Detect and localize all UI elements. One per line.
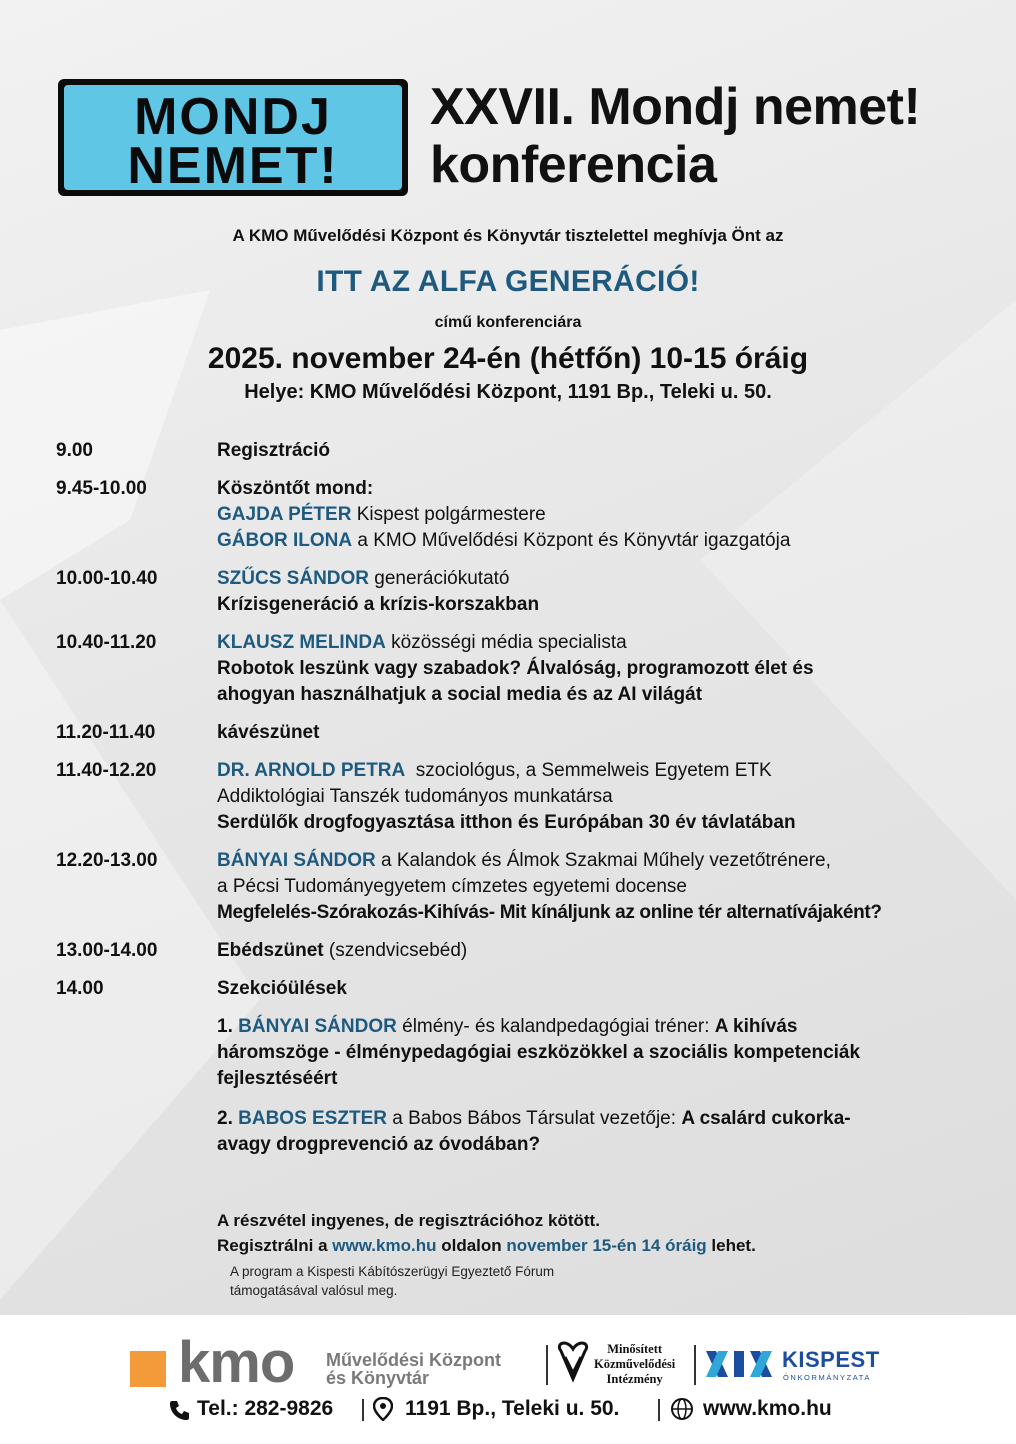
section-item: [56, 1106, 976, 1158]
agenda-row: [56, 438, 976, 464]
registration-deadline: november 15-én 14 óráig: [506, 1236, 707, 1255]
speaker-name: BÁNYAI SÁNDOR: [238, 1016, 397, 1037]
website-link[interactable]: www.kmo.hu: [703, 1397, 832, 1420]
agenda-row: [56, 566, 976, 618]
agenda-row: [56, 848, 976, 926]
speaker-role: szociológus, a Semmelweis Egyetem ETK: [405, 760, 772, 781]
agenda: [56, 438, 976, 1172]
phone-number[interactable]: Tel.: 282-9826: [197, 1397, 334, 1420]
speaker-role: a KMO Művelődési Központ és Könyvtár igazgatója: [352, 530, 791, 551]
agenda-time: 9.45-10.00: [56, 478, 147, 499]
divider: [658, 1399, 660, 1421]
minos-line2: Közművelődési: [594, 1357, 676, 1371]
kmo-sub2: és Könyvtár: [326, 1368, 430, 1388]
agenda-row: [56, 720, 976, 746]
note-line1: A részvétel ingyenes, de regisztrációhoz kötött.: [217, 1211, 600, 1230]
minos-line1: Minősített: [607, 1342, 663, 1356]
agenda-item: Szekcióülések: [217, 978, 347, 999]
note-text: lehet.: [706, 1236, 756, 1255]
section-title: fejlesztéséért: [217, 1068, 338, 1089]
divider: [362, 1399, 364, 1421]
speaker-role: Addiktológiai Tanszék tudományos munkatársa: [217, 786, 613, 807]
speaker-name: GÁBOR ILONA: [217, 530, 353, 551]
speaker-name: BABOS ESZTER: [238, 1108, 387, 1129]
note-text: Regisztrálni a: [217, 1236, 333, 1255]
page-title: [430, 78, 920, 194]
divider: [546, 1345, 548, 1385]
agenda-time: 11.20-11.40: [56, 722, 156, 743]
xix-district-logo-icon: [706, 1349, 778, 1379]
conference-name: ITT AZ ALFA GENERÁCIÓ!: [316, 265, 700, 298]
speaker-name: BÁNYAI SÁNDOR: [217, 850, 376, 871]
speaker-role: generációkutató: [369, 568, 510, 589]
agenda-row: [56, 476, 976, 554]
agenda-item: kávészünet: [217, 722, 320, 743]
agenda-row: [56, 630, 976, 708]
footer: [0, 1315, 1016, 1444]
kmo-sub1: Művelődési Központ: [326, 1350, 501, 1370]
logo-line2: NEMET!: [127, 137, 339, 195]
agenda-time: 9.00: [56, 440, 93, 461]
agenda-time: 10.00-10.40: [56, 568, 158, 589]
section-title: háromszöge - élménypedagógiai eszközökkel a szociális kompetenciák: [217, 1042, 861, 1063]
agenda-time: 13.00-14.00: [56, 940, 158, 961]
title-line2: konferencia: [430, 136, 717, 194]
globe-icon: [670, 1397, 694, 1421]
lunch-label: Ebédszünet: [217, 940, 324, 961]
agenda-row: [56, 938, 976, 964]
agenda-time: 12.20-13.00: [56, 850, 158, 871]
section-title: avagy drogprevenció az óvodában?: [217, 1134, 541, 1155]
talk-topic: Krízisgeneráció a krízis-korszakban: [217, 594, 540, 615]
speaker-role: Kispest polgármestere: [351, 504, 546, 525]
speaker-role: élmény- és kalandpedagógiai tréner:: [396, 1016, 715, 1037]
agenda-time: 14.00: [56, 978, 104, 999]
minos-line3: Intézmény: [606, 1372, 663, 1386]
speaker-name: SZŰCS SÁNDOR: [217, 568, 370, 589]
section-title: A csalárd cukorka-: [681, 1108, 851, 1129]
certified-institution: [594, 1342, 675, 1387]
event-date: 2025. november 24-én (hétfőn) 10-15 óráig: [207, 342, 809, 375]
speaker-role: közösségi média specialista: [385, 632, 627, 653]
welcome-intro: Köszöntőt mond:: [217, 478, 374, 499]
agenda-row: [56, 758, 976, 836]
talk-topic: Robotok leszünk vagy szabadok? Álvalóság, programozott élet és: [217, 658, 814, 679]
location-pin-icon: [373, 1397, 393, 1421]
kmo-logo-square: [130, 1351, 166, 1387]
agenda-time: 11.40-12.20: [56, 760, 157, 781]
title-line1: XXVII. Mondj nemet!: [430, 78, 921, 136]
event-venue: Helye: KMO Művelődési Központ, 1191 Bp., Teleki u. 50.: [244, 381, 772, 403]
section-title: A kihívás: [714, 1016, 798, 1037]
invitation-text: A KMO Művelődési Központ és Könyvtár tisztelettel meghívja Önt az: [232, 226, 784, 245]
note-text: oldalon: [436, 1236, 507, 1255]
divider: [694, 1345, 696, 1385]
talk-topic: Megfelelés-Szórakozás-Kihívás- Mit kínáljunk az online tér alternatívájaként?: [217, 902, 882, 923]
kmo-subtitle: [326, 1351, 501, 1387]
talk-topic: ahogyan használhatjuk a social media és az AI világát: [217, 684, 703, 705]
registration-link[interactable]: www.kmo.hu: [332, 1236, 437, 1255]
section-item: [56, 1014, 976, 1092]
speaker-name: GAJDA PÉTER: [217, 504, 352, 525]
agenda-row: [56, 976, 976, 1002]
talk-topic: Serdülők drogfogyasztása itthon és Európában 30 év távlatában: [217, 812, 796, 833]
address: 1191 Bp., Teleki u. 50.: [405, 1397, 620, 1420]
support-line1: A program a Kispesti Kábítószerügyi Egyeztető Fórum: [230, 1264, 555, 1279]
section-number: 1.: [217, 1016, 239, 1037]
kmo-logo-text: kmo: [178, 1330, 295, 1395]
speaker-role: a Babos Bábos Társulat vezetője:: [386, 1108, 682, 1129]
support-line2: támogatásával valósul meg.: [230, 1283, 398, 1298]
agenda-item: Regisztráció: [217, 440, 330, 461]
kispest-logo-text: KISPEST: [782, 1347, 880, 1372]
logo-line1: MONDJ: [134, 88, 332, 146]
heart-emblem-icon: [553, 1339, 593, 1389]
speaker-role: a Pécsi Tudományegyetem címzetes egyetemi docense: [217, 876, 687, 897]
support-note: [230, 1262, 554, 1300]
phone-icon: [168, 1399, 190, 1421]
conference-subtitle: című konferenciára: [434, 314, 582, 331]
registration-note: [217, 1208, 756, 1258]
speaker-name: DR. ARNOLD PETRA: [217, 760, 406, 781]
speaker-name: KLAUSZ MELINDA: [217, 632, 386, 653]
kispest-subtitle: ÖNKORMÁNYZATA: [783, 1373, 872, 1382]
section-number: 2.: [217, 1108, 239, 1129]
speaker-role: a Kalandok és Álmok Szakmai Műhely vezetőtrénere,: [375, 850, 831, 871]
mondj-nemet-logo: [58, 79, 408, 196]
agenda-time: 10.40-11.20: [56, 632, 157, 653]
lunch-detail: (szendvicsebéd): [323, 940, 468, 961]
